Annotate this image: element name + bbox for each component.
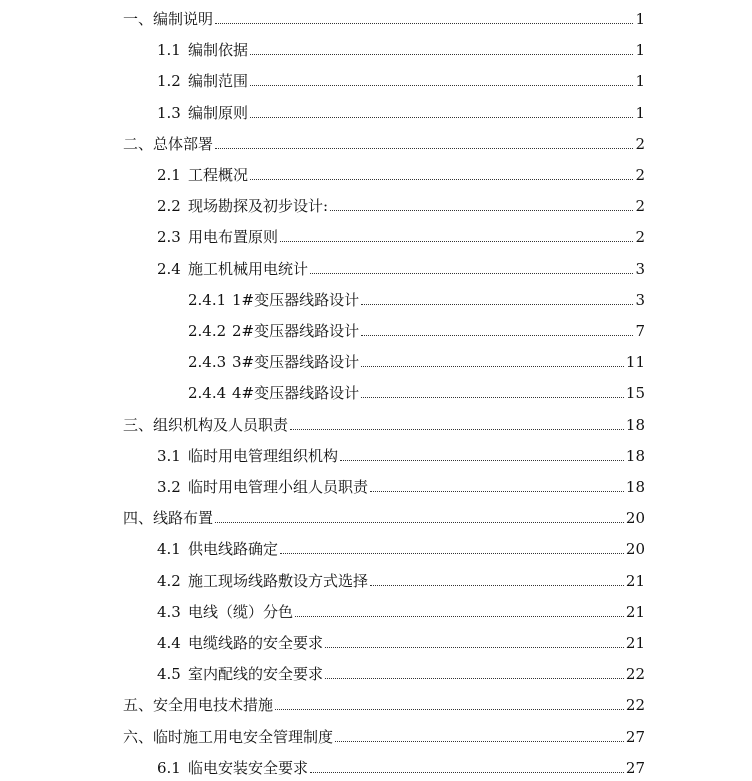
toc-entry[interactable] (157, 226, 645, 246)
toc-entry[interactable] (123, 726, 645, 746)
toc-entry[interactable] (157, 102, 645, 122)
toc-entry[interactable] (123, 414, 645, 434)
toc-entry-number: 1.1 (157, 41, 181, 60)
toc-entry[interactable] (188, 382, 645, 402)
toc-entry-page-number: 1 (635, 10, 645, 28)
toc-entry-title: 现场勘探及初步设计: (188, 197, 329, 216)
toc-entry[interactable] (157, 70, 645, 90)
toc-entry-number: 3.1 (157, 446, 181, 465)
toc-entry-title: 室内配线的安全要求 (188, 665, 324, 684)
toc-entry-title: 电缆线路的安全要求 (188, 634, 324, 652)
toc-dot-leader (250, 54, 633, 55)
toc-entry-title: 四、线路布置 (123, 509, 214, 528)
toc-entry-page-number: 2 (635, 197, 645, 216)
toc-entry[interactable] (157, 632, 645, 652)
toc-entry-page-number: 21 (625, 571, 645, 590)
toc-entry-number: 4.2 (157, 571, 181, 590)
toc-dot-leader (310, 273, 633, 274)
toc-entry[interactable] (123, 8, 645, 28)
toc-entry-number: 6.1 (157, 758, 181, 777)
toc-entry-title: 二、总体部署 (123, 134, 214, 153)
toc-entry[interactable] (157, 195, 645, 215)
toc-entry-page-number: 21 (625, 634, 645, 652)
toc-dot-leader (330, 210, 633, 211)
toc-dot-leader (280, 241, 633, 242)
toc-dot-leader (310, 772, 624, 773)
toc-entry-title: 施工现场线路敷设方式选择 (188, 571, 369, 590)
toc-entry-number: 1.3 (157, 103, 181, 122)
toc-entry-title: 4#变压器线路设计 (232, 384, 360, 403)
toc-entry[interactable] (157, 601, 645, 621)
toc-entry-page-number: 21 (625, 602, 645, 621)
toc-dot-leader (361, 335, 633, 336)
toc-entry-page-number: 22 (625, 696, 645, 715)
toc-entry-page-number: 18 (625, 478, 645, 496)
toc-entry[interactable] (157, 538, 645, 558)
toc-entry[interactable] (157, 445, 645, 465)
toc-dot-leader (361, 397, 624, 398)
toc-entry[interactable] (157, 663, 645, 683)
toc-entry-title: 用电布置原则 (188, 228, 279, 247)
toc-entry-page-number: 7 (635, 322, 645, 340)
toc-entry-title: 一、编制说明 (123, 10, 214, 28)
toc-entry[interactable] (123, 507, 645, 527)
toc-dot-leader (250, 117, 633, 118)
toc-entry-page-number: 27 (625, 758, 645, 777)
toc-dot-leader (370, 585, 624, 586)
toc-entry-number: 2.2 (157, 197, 181, 216)
toc-entry-page-number: 1 (635, 72, 645, 91)
toc-entry[interactable] (157, 757, 645, 777)
toc-entry-page-number: 1 (635, 103, 645, 122)
toc-dot-leader (215, 23, 633, 24)
toc-entry[interactable] (188, 289, 645, 309)
toc-entry-page-number: 22 (625, 665, 645, 684)
toc-entry-title: 临时用电管理小组人员职责 (188, 478, 369, 496)
toc-entry[interactable] (188, 320, 645, 340)
toc-entry-number: 4.3 (157, 602, 181, 621)
toc-entry-page-number: 3 (635, 259, 645, 278)
toc-dot-leader (361, 304, 633, 305)
toc-entry-title: 电线（缆）分色 (188, 602, 294, 621)
toc-dot-leader (250, 179, 633, 180)
toc-entry-number: 2.4.1 (188, 290, 227, 309)
toc-entry-number: 1.2 (157, 72, 181, 91)
toc-entry-page-number: 15 (625, 384, 645, 403)
toc-entry-title: 编制依据 (188, 41, 249, 60)
toc-entry-number: 2.3 (157, 228, 181, 247)
toc-entry-number: 4.5 (157, 665, 181, 684)
toc-entry-title: 临电安装安全要求 (188, 758, 309, 777)
toc-entry-number: 2.4.3 (188, 353, 227, 372)
toc-dot-leader (325, 647, 624, 648)
toc-entry-page-number: 2 (635, 228, 645, 247)
toc-dot-leader (361, 366, 624, 367)
toc-entry[interactable] (123, 133, 645, 153)
toc-entry-number: 4.1 (157, 540, 181, 559)
toc-dot-leader (335, 741, 624, 742)
toc-entry-title: 临时用电管理组织机构 (188, 446, 339, 465)
toc-entry-number: 2.4.2 (188, 322, 227, 340)
toc-dot-leader (215, 522, 624, 523)
toc-entry-title: 施工机械用电统计 (188, 259, 309, 278)
toc-entry-title: 六、临时施工用电安全管理制度 (123, 727, 334, 746)
toc-entry-title: 供电线路确定 (188, 540, 279, 559)
toc-dot-leader (275, 709, 624, 710)
toc-entry-title: 三、组织机构及人员职责 (123, 415, 289, 434)
toc-entry[interactable] (157, 570, 645, 590)
toc-entry-title: 编制范围 (188, 72, 249, 91)
toc-entry-title: 1#变压器线路设计 (232, 290, 360, 309)
toc-entry-title: 3#变压器线路设计 (232, 353, 360, 372)
toc-entry-page-number: 11 (625, 353, 645, 372)
toc-entry[interactable] (157, 258, 645, 278)
toc-entry-title: 工程概况 (188, 166, 249, 184)
toc-dot-leader (280, 553, 624, 554)
toc-entry-page-number: 1 (635, 41, 645, 60)
toc-entry-page-number: 20 (625, 509, 645, 528)
toc-entry-page-number: 2 (635, 134, 645, 153)
toc-entry-number: 2.4 (157, 259, 181, 278)
toc-dot-leader (295, 616, 624, 617)
toc-entry-page-number: 18 (625, 446, 645, 465)
toc-entry-page-number: 2 (635, 166, 645, 184)
toc-dot-leader (215, 148, 633, 149)
toc-entry[interactable] (157, 39, 645, 59)
toc-entry-page-number: 20 (625, 540, 645, 559)
toc-entry-page-number: 3 (635, 290, 645, 309)
toc-entry-title: 五、安全用电技术措施 (123, 696, 274, 715)
toc-entry-number: 4.4 (157, 634, 181, 652)
toc-dot-leader (340, 460, 624, 461)
toc-entry-title: 2#变压器线路设计 (232, 322, 360, 340)
toc-entry[interactable] (157, 476, 645, 496)
toc-entry-page-number: 18 (625, 415, 645, 434)
toc-entry-title: 编制原则 (188, 103, 249, 122)
toc-entry[interactable] (123, 694, 645, 714)
toc-entry-page-number: 27 (625, 727, 645, 746)
toc-entry-number: 2.1 (157, 166, 181, 184)
toc-dot-leader (250, 85, 633, 86)
toc-entry-number: 3.2 (157, 478, 181, 496)
toc-entry[interactable] (188, 351, 645, 371)
toc-entry[interactable] (157, 164, 645, 184)
toc-entry-number: 2.4.4 (188, 384, 227, 403)
toc-dot-leader (290, 429, 624, 430)
toc-dot-leader (325, 678, 624, 679)
toc-dot-leader (370, 491, 624, 492)
